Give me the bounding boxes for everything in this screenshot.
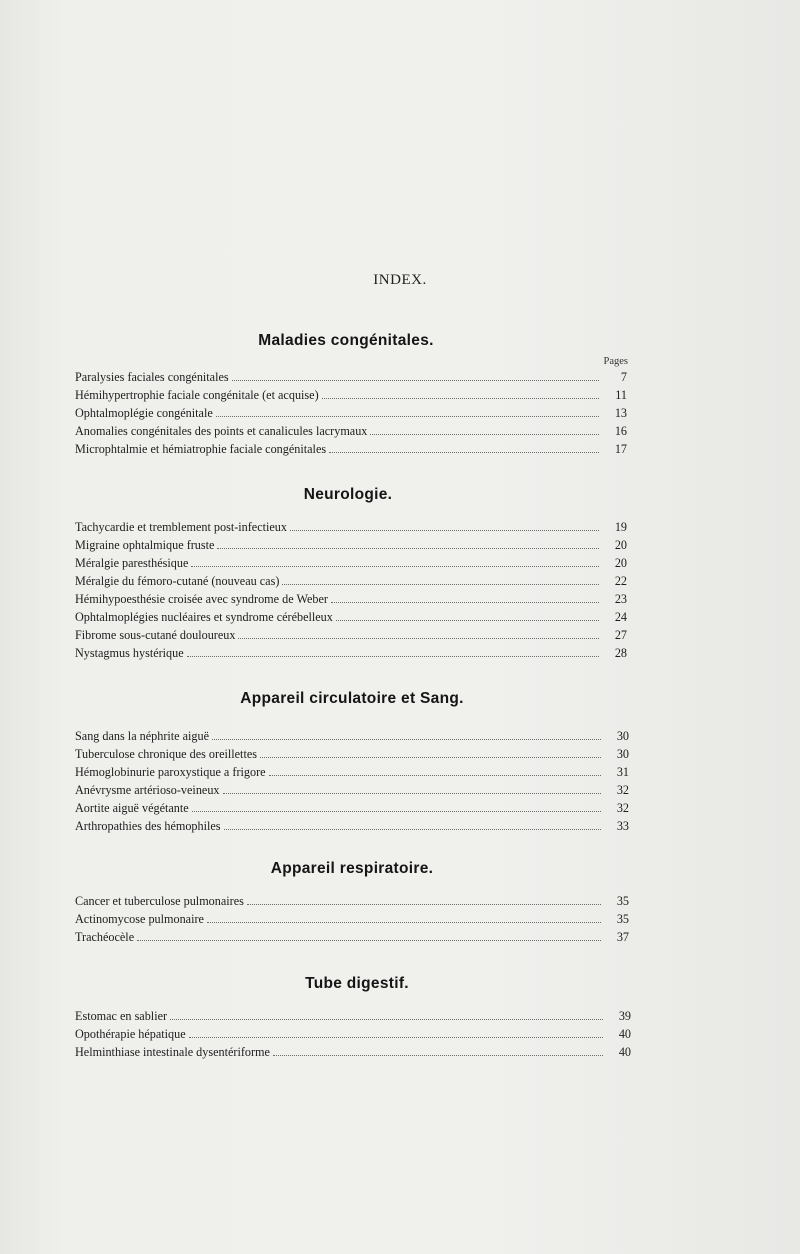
entry-title: Estomac en sablier [75, 1009, 168, 1023]
dot-leader [170, 1019, 603, 1020]
entry-list-appareil-respiratoire [75, 892, 629, 946]
list-item [75, 799, 629, 817]
section-heading-appareil-circulatoire: Appareil circulatoire et Sang. [240, 690, 464, 707]
list-item [75, 1025, 631, 1043]
list-item [75, 518, 627, 536]
entry-page-number: 23 [614, 592, 627, 606]
entry-page-number: 20 [614, 538, 627, 552]
entry-page-number: 32 [616, 783, 629, 797]
entry-page-number: 35 [616, 894, 629, 908]
list-item [75, 554, 627, 572]
dot-leader [216, 416, 599, 417]
entry-page-number: 27 [614, 628, 627, 642]
list-item [75, 440, 627, 458]
dot-leader [290, 530, 599, 531]
entry-title: Hémoglobinurie paroxystique a frigore [75, 765, 266, 779]
list-item [75, 368, 627, 386]
page-title: INDEX. [373, 272, 427, 288]
list-item [75, 892, 629, 910]
entry-title: Paralysies faciales congénitales [75, 370, 229, 384]
entry-page-number: 37 [616, 930, 629, 944]
dot-leader [247, 904, 601, 905]
list-item [75, 608, 627, 626]
entry-page-number: 33 [616, 819, 629, 833]
dot-leader [223, 793, 601, 794]
section-heading-tube-digestif: Tube digestif. [305, 975, 409, 992]
dot-leader [224, 829, 601, 830]
entry-title: Migraine ophtalmique fruste [75, 538, 215, 552]
entry-page-number: 24 [614, 610, 627, 624]
entry-page-number: 19 [614, 520, 627, 534]
entry-title: Ophtalmoplégie congénitale [75, 406, 213, 420]
list-item [75, 590, 627, 608]
dot-leader [322, 398, 599, 399]
list-item [75, 817, 629, 835]
entry-list-neurologie [75, 518, 627, 662]
dot-leader [212, 739, 601, 740]
list-item [75, 644, 627, 662]
section-heading-appareil-respiratoire: Appareil respiratoire. [270, 860, 434, 877]
list-item [75, 386, 627, 404]
entry-page-number: 17 [614, 442, 627, 456]
dot-leader [331, 602, 599, 603]
list-item [75, 1007, 631, 1025]
entry-title: Anomalies congénitales des points et canalicules lacrymaux [75, 424, 368, 438]
entry-title: Fibrome sous-cutané douloureux [75, 628, 236, 642]
entry-page-number: 11 [615, 388, 627, 402]
dot-leader [370, 434, 599, 435]
entry-list-appareil-circulatoire [75, 727, 629, 835]
entry-page-number: 35 [616, 912, 629, 926]
entry-title: Tuberculose chronique des oreillettes [75, 747, 257, 761]
section-heading-maladies-congenitales: Maladies congénitales. [258, 332, 434, 349]
dot-leader [137, 940, 601, 941]
list-item [75, 781, 629, 799]
list-item [75, 404, 627, 422]
entry-title: Méralgie du fémoro-cutané (nouveau cas) [75, 574, 280, 588]
entry-title: Arthropathies des hémophiles [75, 819, 221, 833]
entry-title: Nystagmus hystérique [75, 646, 184, 660]
entry-title: Helminthiase intestinale dysentériforme [75, 1045, 270, 1059]
entry-title: Hémihypoesthésie croisée avec syndrome de Weber [75, 592, 328, 606]
entry-page-number: 16 [614, 424, 627, 438]
dot-leader [329, 452, 599, 453]
list-item [75, 910, 629, 928]
list-item [75, 572, 627, 590]
list-item [75, 763, 629, 781]
dot-leader [232, 380, 599, 381]
entry-page-number: 30 [616, 729, 629, 743]
list-item [75, 727, 629, 745]
dot-leader [207, 922, 601, 923]
entry-title: Actinomycose pulmonaire [75, 912, 204, 926]
list-item [75, 422, 627, 440]
entry-title: Aortite aiguë végétante [75, 801, 189, 815]
list-item [75, 536, 627, 554]
entry-title: Cancer et tuberculose pulmonaires [75, 894, 244, 908]
entry-title: Sang dans la néphrite aiguë [75, 729, 210, 743]
entry-title: Microphtalmie et hémiatrophie faciale congénitales [75, 442, 327, 456]
entry-title: Méralgie paresthésique [75, 556, 189, 570]
section-heading-neurologie: Neurologie. [303, 486, 393, 503]
dot-leader [273, 1055, 603, 1056]
entry-page-number: 32 [616, 801, 629, 815]
entry-page-number: 31 [616, 765, 629, 779]
list-item [75, 745, 629, 763]
dot-leader [260, 757, 601, 758]
entry-title: Opothérapie hépatique [75, 1027, 186, 1041]
entry-page-number: 40 [618, 1045, 631, 1059]
entry-list-tube-digestif [75, 1007, 631, 1061]
dot-leader [269, 775, 601, 776]
dot-leader [336, 620, 599, 621]
entry-page-number: 40 [618, 1027, 631, 1041]
dot-leader [192, 811, 601, 812]
entry-page-number: 13 [614, 406, 627, 420]
entry-title: Hémihypertrophie faciale congénitale (et acquise) [75, 388, 319, 402]
entry-page-number: 7 [620, 370, 627, 384]
list-item [75, 928, 629, 946]
dot-leader [238, 638, 599, 639]
entry-title: Trachéocèle [75, 930, 135, 944]
list-item [75, 626, 627, 644]
dot-leader [191, 566, 599, 567]
entry-list-maladies-congenitales [75, 368, 627, 458]
entry-page-number: 20 [614, 556, 627, 570]
entry-page-number: 22 [614, 574, 627, 588]
entry-title: Anévrysme artérioso-veineux [75, 783, 220, 797]
pages-column-label: Pages [603, 356, 628, 367]
dot-leader [282, 584, 599, 585]
entry-title: Tachycardie et tremblement post-infectieux [75, 520, 287, 534]
dot-leader [187, 656, 599, 657]
entry-page-number: 28 [614, 646, 627, 660]
dot-leader [189, 1037, 603, 1038]
dot-leader [217, 548, 599, 549]
entry-title: Ophtalmoplégies nucléaires et syndrome cérébelleux [75, 610, 333, 624]
entry-page-number: 39 [618, 1009, 631, 1023]
entry-page-number: 30 [616, 747, 629, 761]
list-item [75, 1043, 631, 1061]
